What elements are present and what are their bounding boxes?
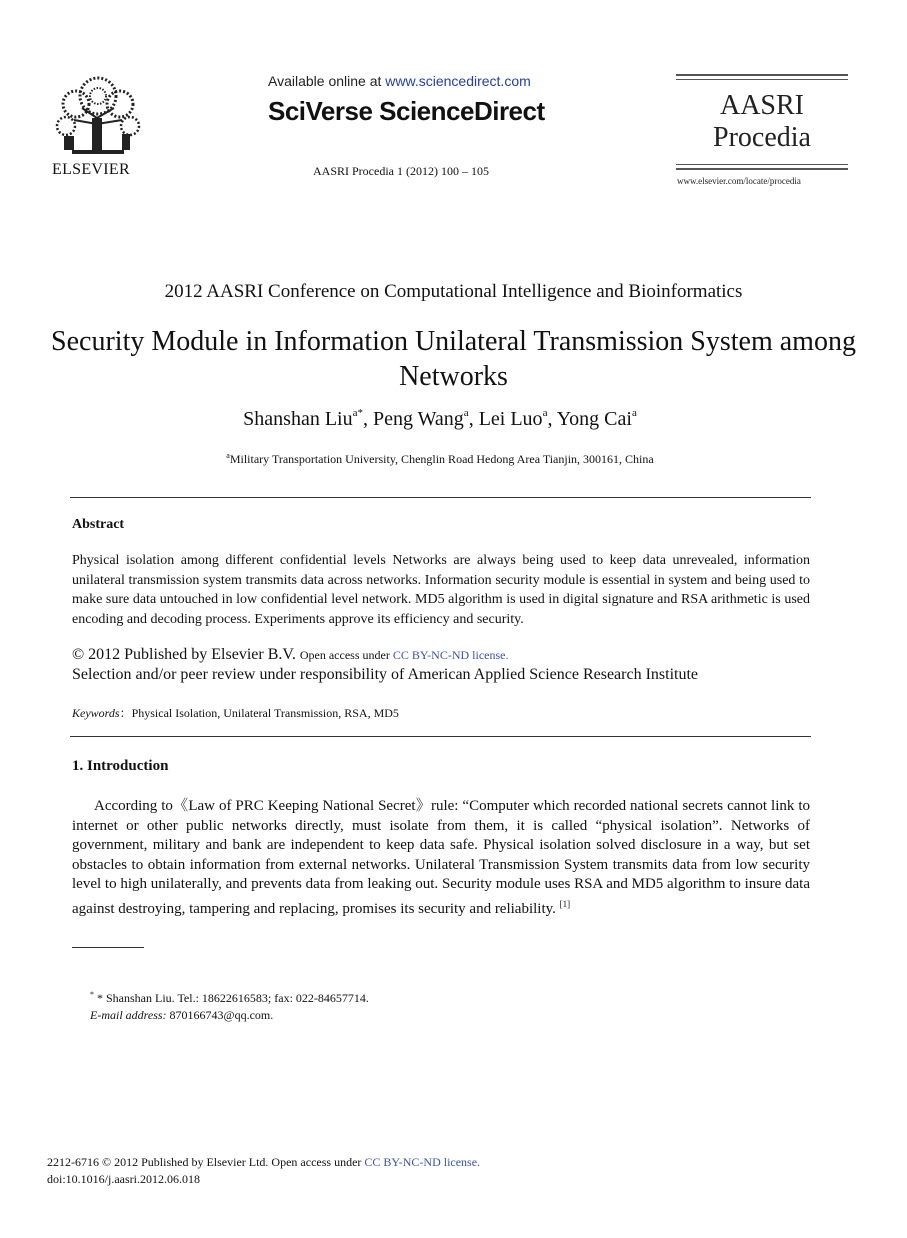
introduction-body bbox=[72, 797, 810, 919]
citation[interactable]: [1] bbox=[559, 898, 571, 909]
copyright-block bbox=[72, 645, 810, 684]
available-online bbox=[268, 73, 558, 89]
divider-bottom bbox=[70, 736, 811, 737]
footnote-email bbox=[90, 1008, 273, 1023]
elsevier-wordmark: ELSEVIER bbox=[52, 161, 130, 178]
keywords-list: Physical Isolation, Unilateral Transmission, RSA, MD5 bbox=[131, 706, 399, 720]
footnote-marker: * bbox=[90, 990, 94, 999]
affiliation-sup: a bbox=[226, 451, 230, 460]
author-sup: a bbox=[631, 407, 637, 419]
available-prefix: Available online at bbox=[268, 73, 386, 89]
footer-issn bbox=[47, 1155, 480, 1170]
footer-issn-text: 2212-6716 © 2012 Published by Elsevier Ltd. Open access under bbox=[47, 1155, 365, 1169]
sciencedirect-link[interactable]: www.sciencedirect.com bbox=[385, 73, 531, 89]
journal-rule-bottom bbox=[676, 168, 848, 170]
abstract-text: Physical isolation among different confidential levels Networks are always being used to keep data unrevealed, information unilateral transmission system transmits data across networks. Information security module is essential in system and being used to make sure data untouched in low confidential level network. MD5 algorithm is used in digital signature and RSA arithmetic is used encoding and decoding process. Experiments approve its efficiency and security. bbox=[72, 553, 810, 627]
author-name: Peng Wang bbox=[373, 408, 464, 430]
footnote-contact bbox=[90, 990, 369, 1006]
journal-name-line1: AASRI bbox=[719, 90, 804, 121]
author-sep: , bbox=[547, 408, 557, 430]
author-sep: , bbox=[468, 408, 479, 430]
journal-rule-bottom-thin bbox=[676, 164, 848, 165]
keywords bbox=[72, 704, 810, 721]
author-sep: , bbox=[363, 408, 373, 430]
abstract-heading: Abstract bbox=[72, 517, 125, 532]
copyright-text: © 2012 Published by Elsevier B.V. bbox=[72, 646, 296, 663]
conference-name: 2012 AASRI Conference on Computational Intelligence and Bioinformatics bbox=[164, 281, 743, 302]
divider-top bbox=[70, 497, 811, 498]
email-value[interactable]: 870166743@qq.com. bbox=[166, 1008, 274, 1022]
journal-rule-top bbox=[676, 74, 848, 76]
footnote-contact-text: * Shanshan Liu. Tel.: 18622616583; fax: 022-84657714. bbox=[94, 991, 369, 1005]
introduction-text: According to《Law of PRC Keeping National Secret》rule: “Computer which recorded national secrets cannot link to internet or other public networks directly, must isolate from them, it is called “physical isolation”. Networks of government, military and bank are independent to keep data safe. Physical isolation solved disclosure in a way, but set obstacles to obtain information from external networks. Unilateral Transmission System transmits data from low security level to high unilaterally, and prevents data from leaking out. Security module uses RSA and MD5 algorithm to insure data against destroying, tampering and replacing, promises its security and reliability. bbox=[72, 798, 810, 917]
affiliation bbox=[0, 451, 880, 467]
author-sup: a* bbox=[352, 407, 363, 419]
open-access-text: Open access under bbox=[299, 648, 393, 662]
journal-rule-top-thin bbox=[676, 79, 848, 80]
elsevier-logo bbox=[52, 74, 144, 176]
introduction-paragraph bbox=[72, 797, 810, 919]
platform-name: SciVerse ScienceDirect bbox=[268, 96, 545, 126]
keywords-label: Keywords bbox=[72, 706, 120, 720]
elsevier-tree-icon bbox=[52, 74, 144, 156]
keywords-sep: ： bbox=[119, 706, 132, 720]
peer-review-text: Selection and/or peer review under responsibility of American Applied Science Research Institute bbox=[72, 666, 699, 683]
author-sup: a bbox=[463, 407, 469, 419]
email-label: E-mail address: bbox=[90, 1008, 167, 1022]
footer-doi[interactable]: doi:10.1016/j.aasri.2012.06.018 bbox=[47, 1172, 200, 1186]
footnote-rule bbox=[72, 947, 144, 948]
journal-site-link[interactable]: www.elsevier.com/locate/procedia bbox=[677, 176, 801, 186]
section-heading-introduction: 1. Introduction bbox=[72, 758, 169, 774]
author-name: Yong Cai bbox=[556, 408, 632, 430]
author-list bbox=[0, 407, 880, 431]
journal-name bbox=[676, 90, 848, 154]
journal-reference: AASRI Procedia 1 (2012) 100 – 105 bbox=[313, 164, 489, 178]
author-name: Lei Luo bbox=[478, 408, 543, 430]
author-sup: a bbox=[542, 407, 548, 419]
article-title: Security Module in Information Unilateral Transmission System among Networks bbox=[51, 326, 856, 392]
license-link[interactable]: CC BY-NC-ND license. bbox=[392, 648, 509, 662]
journal-name-line2: Procedia bbox=[713, 122, 811, 153]
footer-license-link[interactable]: CC BY-NC-ND license. bbox=[364, 1155, 481, 1169]
affiliation-text: Military Transportation University, Chenglin Road Hedong Area Tianjin, 300161, China bbox=[229, 452, 654, 466]
author-name: Shanshan Liu bbox=[243, 408, 353, 430]
